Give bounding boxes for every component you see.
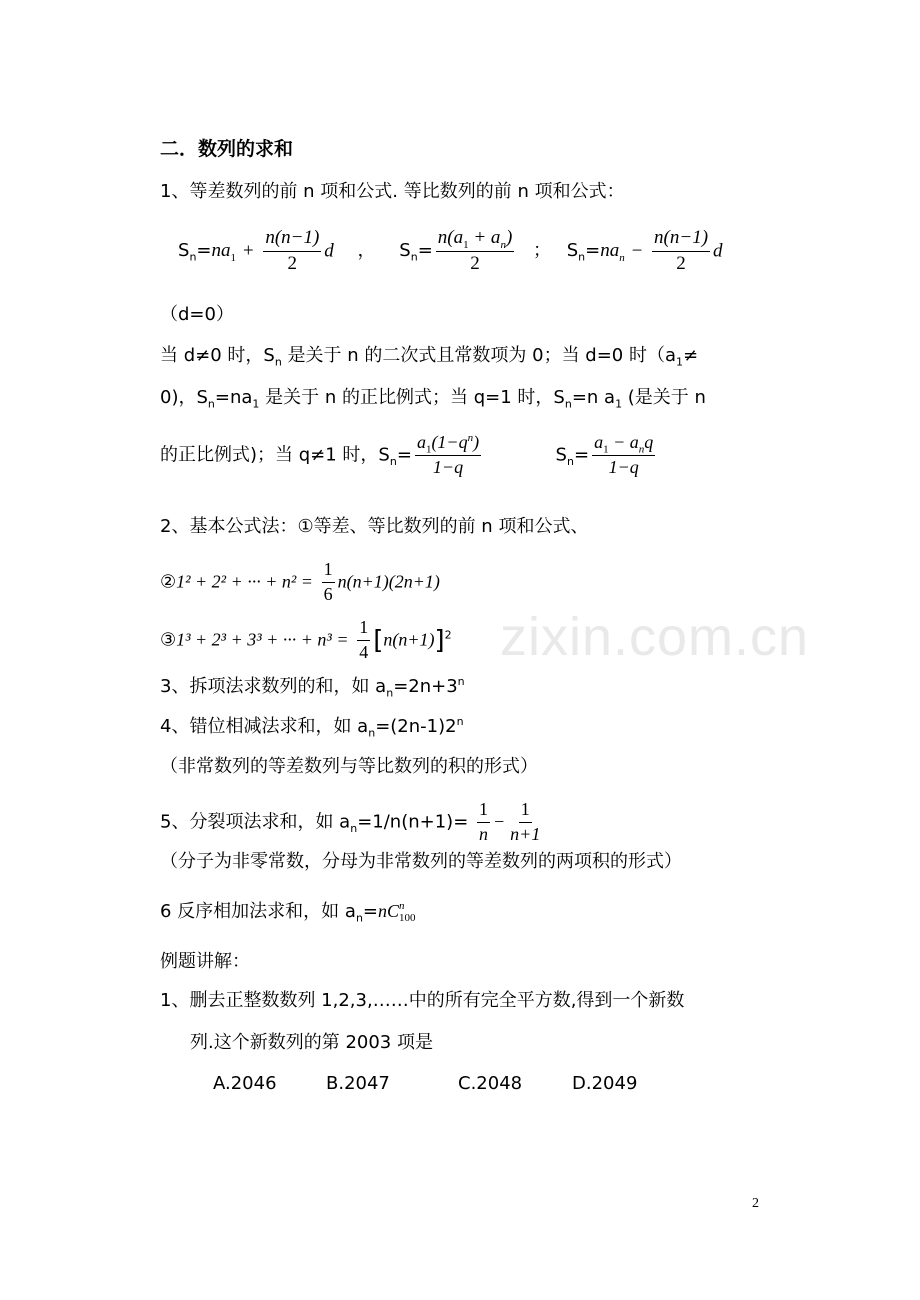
question-1-line-1: 1、删去正整数数列 1,2,3,……中的所有完全平方数,得到一个新数 [160, 990, 685, 1011]
s1-fraction: $\frac{n(n-1)}{2}$ [265, 227, 320, 274]
item-3: 3、拆项法求数列的和，如 $a_n=2n+3^n$ [160, 675, 465, 700]
question-1-line-2: 列.这个新数列的第 2003 项是 [190, 1032, 433, 1053]
s1-label: $S_n=$ [178, 240, 212, 264]
partial-fraction-2: $\frac{1}{n+1}$ [510, 799, 541, 844]
item-2: 2、基本公式法：①等差、等比数列的前 n 项和公式、 [160, 516, 589, 537]
sum-formulas-row [178, 228, 723, 275]
question-1-option-d: D.2049 [572, 1073, 638, 1094]
para-line-1: 当 d≠0 时，$S_n$ 是关于 n 的二次式且常数项为 0；当 d=0 时（$a_1\ne$ [160, 345, 699, 369]
item-6: 6 反序相加法求和，如 $a_n=nC$ n 100 [160, 900, 416, 925]
geo-sum-fraction-1: $\frac{a_1(1-q^n)}{1-q}$ [416, 432, 480, 477]
formula-squares: ②1² + 2² + ··· + n² = $\frac{1}{6}$ n(n+1)(2n+1) [160, 559, 440, 604]
question-1-option-c: C.2048 [458, 1073, 523, 1094]
para-line-3: 的正比例式)；当 q≠1 时，$S_n=$ $\frac{a_1(1-q^n)}{1-q}$ $S_n=$ $\frac{a_1 - a_nq}{1-q}$ [160, 432, 654, 477]
question-1-option-b: B.2047 [326, 1073, 390, 1094]
sep-2: ； [533, 240, 551, 262]
page-number: 2 [752, 1196, 759, 1211]
partial-fraction-1: $\frac{1}{n}$ [479, 799, 489, 844]
s2-fraction: $\frac{n(a_1 + a_n)}{2}$ [437, 227, 513, 274]
s3-lead: $na_n$ [600, 240, 625, 265]
s1-plus: + [241, 240, 255, 262]
sep-1: ， [357, 240, 376, 262]
item-5-note: （分子为非零常数，分母为非常数列的等差数列的两项积的形式） [160, 851, 682, 872]
item-4-note: （非常数列的等差数列与等比数列的积的形式） [160, 756, 538, 777]
item-1: 1、等差数列的前 n 项和公式. 等比数列的前 n 项和公式： [160, 181, 625, 202]
one-fourth-fraction: $\frac{1}{4}$ [359, 617, 369, 662]
watermark: zixin.com.cn [500, 607, 810, 667]
section-heading: 二．数列的求和 [160, 138, 294, 160]
s3-tail: d [713, 240, 723, 262]
s3-minus: − [630, 240, 644, 262]
one-sixth-fraction: $\frac{1}{6}$ [323, 559, 333, 604]
formula-cubes: ③1³ + 2³ + 3³ + ··· + n³ = $\frac{1}{4}$ $[n(n+1)]^2$ [160, 617, 452, 662]
s2-label: $S_n=$ [399, 240, 433, 264]
item-4: 4、错位相减法求和，如 $a_n=(2n-1)2^n$ [160, 715, 464, 740]
item-5: 5、分裂项法求和，如 $a_n=1/n(n+1)=$ $\frac{1}{n}$ − $\frac{1}{n+1}$ [160, 799, 541, 844]
s3-label: $S_n=$ [566, 240, 601, 264]
geo-sum-fraction-2: $\frac{a_1 - a_nq}{1-q}$ [594, 432, 654, 477]
s1-tail: d [324, 240, 334, 262]
para-line-2: 0)，$S_n=na_1$ 是关于 n 的正比例式；当 q=1 时，$S_n=n$ $a_1$ (是关于 n [160, 387, 706, 411]
question-1-option-a: A.2046 [213, 1073, 277, 1094]
s1-lead: $na_1$ [211, 240, 237, 265]
d0-note: （d=0） [160, 304, 234, 325]
example-title: 例题讲解： [160, 951, 250, 972]
s3-fraction: $\frac{n(n-1)}{2}$ [654, 227, 709, 274]
